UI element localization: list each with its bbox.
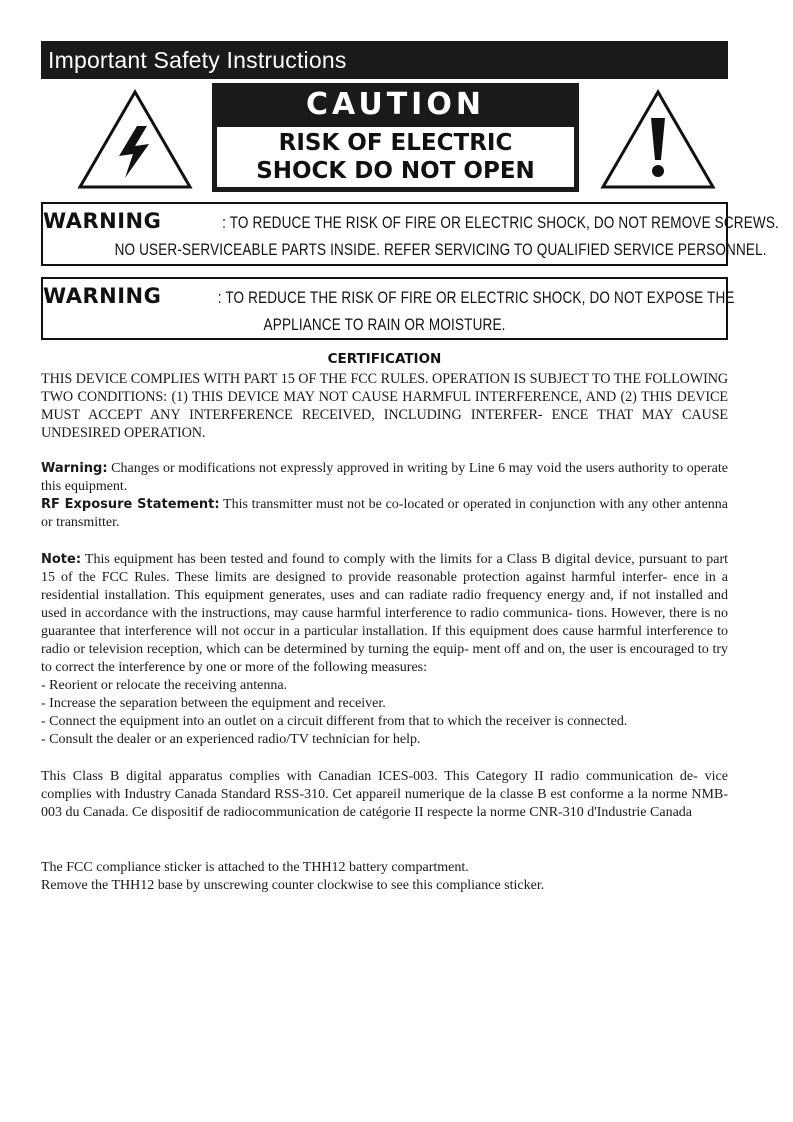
note-paragraph bbox=[41, 551, 728, 749]
list-item: - Increase the separation between the equipment and receiver. bbox=[41, 696, 386, 711]
list-item: - Consult the dealer or an experienced radio/TV technician for help. bbox=[41, 732, 421, 747]
rf-exposure-text: This transmitter must not be co-located or operated in conjunction with any other antenna or transmitter. bbox=[41, 497, 729, 530]
warning-text-line-2: NO USER-SERVICEABLE PARTS INSIDE. REFER SERVICING TO QUALIFIED SERVICE PERSONNEL. bbox=[114, 241, 767, 259]
rf-exposure-label: RF Exposure Statement: bbox=[41, 497, 220, 512]
caution-label bbox=[212, 83, 579, 192]
caution-line-2: SHOCK DO NOT OPEN bbox=[256, 158, 535, 184]
electric-shock-warning-icon bbox=[77, 88, 193, 190]
sticker-paragraph bbox=[41, 859, 728, 895]
warning-note-label: Warning: bbox=[41, 461, 108, 476]
warning-paragraph bbox=[41, 460, 728, 532]
warning-text-line-1: : TO REDUCE THE RISK OF FIRE OR ELECTRIC SHOCK, DO NOT EXPOSE THE bbox=[218, 289, 735, 307]
caution-line-1: RISK OF ELECTRIC bbox=[278, 130, 513, 156]
list-item: - Reorient or relocate the receiving antenna. bbox=[41, 678, 288, 693]
warning-text-line-1: : TO REDUCE THE RISK OF FIRE OR ELECTRIC SHOCK, DO NOT REMOVE SCREWS. bbox=[222, 214, 780, 232]
sticker-line-1: The FCC compliance sticker is attached to the THH12 battery compartment. bbox=[41, 860, 469, 875]
canada-compliance-paragraph: This Class B digital apparatus complies with Canadian ICES-003. This Category II radio communication de- vice complies with Industry Canada Standard RSS-310. Cet appareil numerique de la classe B est conforme a la norme NMB-003 du Canada. Ce dispositif de radiocommunication de catégorie II respecte la norme CNR-310 d'Industrie Canada bbox=[41, 769, 728, 820]
certification-heading: CERTIFICATION bbox=[327, 351, 442, 367]
warning-text-line-2: APPLIANCE TO RAIN OR MOISTURE. bbox=[263, 316, 506, 334]
caution-message bbox=[217, 127, 574, 187]
note-text: This equipment has been tested and found to comply with the limits for a Class B digital device, pursuant to part 15 of the FCC Rules. These limits are designed to provide reasonable protection against harmful interfer- ence in a residential installation. This equipment generates, uses and can radiate radio frequency energy and, if not installed and used in accordance with the instructions, may cause harmful interference to radio communica- tions. However, there is no guarantee that interference will not occur in a particular installation. If this equipment does cause harmful interference to radio or television reception, which can be determined by turning the equip- ment off and on, the user is encouraged to try to correct the interference by one or more of the following measures: bbox=[41, 552, 728, 675]
warning-label: WARNING bbox=[43, 209, 162, 233]
warning-label: WARNING bbox=[43, 284, 162, 308]
exclamation-warning-icon bbox=[600, 88, 716, 190]
warning-note-text: Changes or modifications not expressly approved in writing by Line 6 may void the users authority to operate this equipment. bbox=[41, 461, 728, 494]
caution-title: CAUTION bbox=[306, 87, 485, 122]
section-header bbox=[41, 41, 728, 79]
list-item: - Connect the equipment into an outlet on a circuit different from that to which the receiver is connected. bbox=[41, 714, 628, 729]
sticker-line-2: Remove the THH12 base by unscrewing counter clockwise to see this compliance sticker. bbox=[41, 878, 545, 893]
warning-box-moisture bbox=[41, 277, 735, 340]
warning-box-screws bbox=[41, 202, 780, 266]
section-title: Important Safety Instructions bbox=[48, 47, 347, 73]
note-label: Note: bbox=[41, 552, 82, 567]
certification-text: THIS DEVICE COMPLIES WITH PART 15 OF THE FCC RULES. OPERATION IS SUBJECT TO THE FOLLOWING TWO CONDITIONS: (1) THIS DEVICE MAY NOT CAUSE HARMFUL INTERFERENCE, AND (2) THIS DEVICE MUST ACCEPT ANY INTERFERENCE RECEIVED, INCLUDING INTERFER- ENCE THAT MAY CAUSE UNDESIRED OPERATION. bbox=[41, 371, 728, 441]
